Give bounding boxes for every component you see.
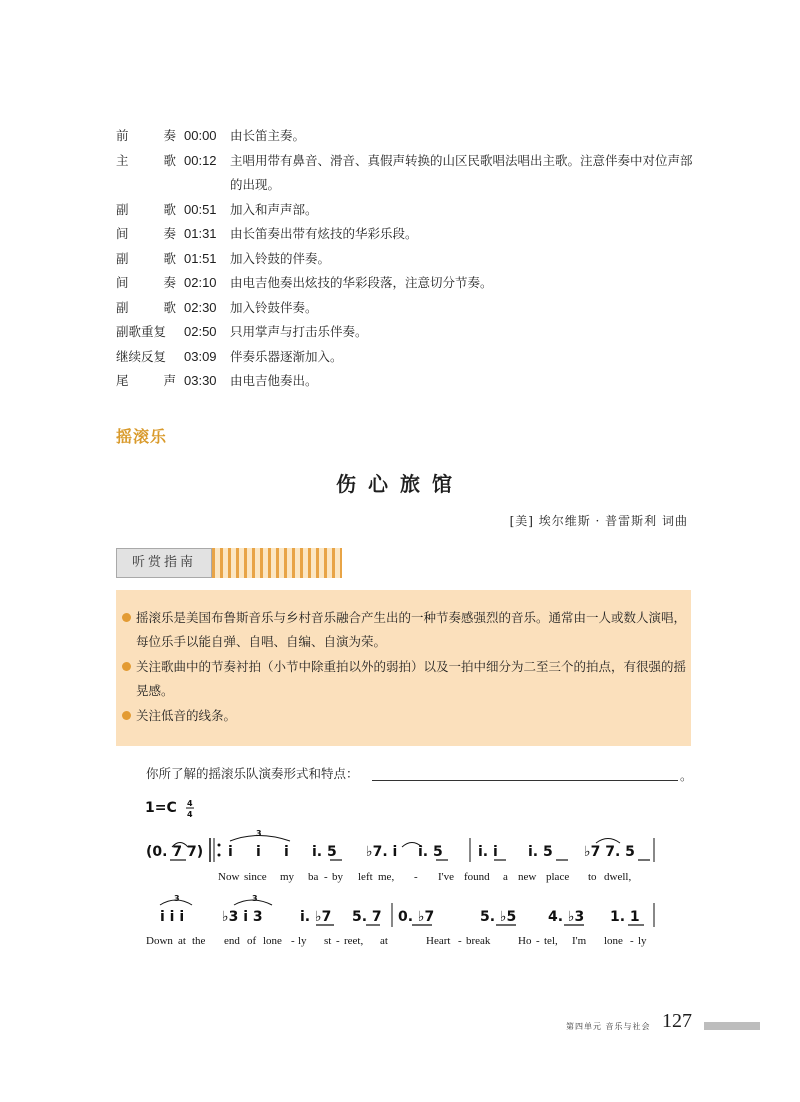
section-name: 副 歌 (116, 201, 176, 217)
svg-text:by: by (332, 871, 343, 883)
guide-bullet-text: 关注低音的线条。 (136, 708, 237, 723)
svg-text:3: 3 (174, 894, 180, 903)
footer-bar (704, 1022, 760, 1030)
question-end-punct: 。 (680, 768, 693, 783)
section-time: 00:51 (184, 201, 217, 217)
svg-text:♭3 i 3: ♭3 i 3 (222, 909, 263, 925)
time-signature-bottom: 4 (187, 810, 193, 819)
section-time: 01:31 (184, 226, 217, 241)
section-desc: 伴奏乐器逐渐加入。 (230, 348, 343, 364)
svg-text:-: - (291, 935, 295, 947)
svg-text:end: end (224, 935, 240, 947)
section-name: 继续反复 (116, 348, 167, 364)
svg-text:to: to (588, 871, 597, 883)
section-name: 副歌重复 (116, 324, 167, 339)
section-time: 02:10 (184, 275, 217, 290)
svg-text:of: of (247, 935, 257, 947)
svg-text:i. 5: i. 5 (418, 844, 443, 860)
time-signature-top: 4 (187, 799, 193, 808)
unit-label: 第四单元 音乐与社会 (566, 1022, 651, 1031)
score-line-1 (146, 829, 654, 862)
section-time: 03:30 (184, 373, 217, 388)
svg-text:lone: lone (604, 935, 623, 947)
guide-bullet-text: 关注歌曲中的节奏衬拍（小节中除重拍以外的弱拍）以及一拍中细分为二至三个的拍点，有很强的摇晃感。 (136, 659, 687, 698)
song-author: [美] 埃尔维斯 · 普雷斯利 词曲 (509, 514, 688, 528)
section-time: 02:30 (184, 299, 217, 315)
svg-text:a: a (503, 871, 508, 883)
svg-text:i i i: i i i (160, 909, 185, 925)
svg-text:the: the (192, 935, 206, 947)
svg-text:-: - (458, 935, 462, 947)
section-desc: 主唱用带有鼻音、滑音、真假声转换的山区民歌唱法唱出主歌。注意伴奏中对位声部的出现。 (230, 152, 693, 192)
genre-heading: 摇滚乐 (116, 427, 168, 446)
svg-text:since: since (244, 871, 267, 883)
lyrics-line-1 (218, 871, 631, 883)
svg-text:3: 3 (256, 829, 262, 838)
svg-text:0. ♭7: 0. ♭7 (398, 909, 435, 925)
svg-text:st: st (324, 935, 332, 947)
svg-text:ba: ba (308, 871, 319, 883)
section-name: 尾 声 (116, 373, 176, 388)
section-desc: 加入和声声部。 (230, 201, 318, 217)
svg-text:Heart: Heart (426, 935, 451, 947)
section-desc: 由电吉他奏出。 (230, 373, 318, 388)
svg-text:3: 3 (252, 894, 258, 903)
svg-text:lone: lone (263, 935, 282, 947)
section-name: 间 奏 (116, 226, 176, 241)
svg-text:I'm: I'm (572, 935, 587, 947)
svg-text:-: - (414, 871, 418, 883)
key-signature: 1=C (145, 800, 177, 816)
section-time: 00:12 (184, 152, 217, 168)
section-desc: 只用掌声与打击乐伴奏。 (230, 324, 368, 339)
svg-text:I've: I've (438, 871, 455, 883)
section-time: 00:00 (184, 128, 217, 143)
svg-text:found: found (464, 871, 490, 883)
svg-text:i: i (228, 844, 233, 860)
svg-text:tel,: tel, (544, 935, 558, 947)
section-time: 03:09 (184, 348, 217, 364)
section-name: 副 歌 (116, 299, 176, 315)
svg-text:i. 5: i. 5 (528, 844, 553, 860)
svg-text:i: i (256, 844, 261, 860)
svg-text:-: - (336, 935, 340, 947)
svg-text:reet,: reet, (344, 935, 364, 947)
svg-text:at: at (178, 935, 186, 947)
svg-text:-: - (536, 935, 540, 947)
svg-text:at: at (380, 935, 388, 947)
svg-text:Now: Now (218, 871, 240, 883)
svg-text:i: i (284, 844, 289, 860)
svg-text:♭7. i: ♭7. i (366, 844, 398, 860)
score-line-2 (160, 894, 654, 927)
svg-text:(0. 7 7): (0. 7 7) (146, 844, 204, 860)
lyrics-line-2 (146, 935, 647, 947)
svg-text:my: my (280, 871, 295, 883)
song-title: 伤心旅馆 (336, 472, 464, 496)
section-desc: 加入铃鼓的伴奏。 (230, 250, 331, 266)
svg-text:break: break (466, 935, 491, 947)
svg-text:ly: ly (638, 935, 647, 947)
svg-text:i. 5: i. 5 (312, 844, 337, 860)
section-desc: 由长笛主奏。 (230, 128, 306, 143)
svg-text:new: new (518, 871, 537, 883)
guide-bullet-text: 摇滚乐是美国布鲁斯音乐与乡村音乐融合产生出的一种节奏感强烈的音乐。通常由一人或数人演唱，每位乐手以能自弹、自唱、自编、自演为荣。 (136, 610, 687, 649)
question-prompt: 你所了解的摇滚乐队演奏形式和特点： (146, 766, 359, 781)
svg-text:Ho: Ho (518, 935, 532, 947)
svg-text:5. 7: 5. 7 (352, 909, 382, 925)
section-desc: 由电吉他奏出炫技的华彩段落，注意切分节奏。 (230, 275, 493, 290)
section-time: 02:50 (184, 324, 217, 339)
svg-text:-: - (324, 871, 328, 883)
svg-text:dwell,: dwell, (604, 871, 632, 883)
section-name: 前 奏 (116, 128, 176, 143)
svg-text:i. i: i. i (478, 844, 498, 860)
svg-text:place: place (546, 871, 570, 883)
svg-text:1. 1: 1. 1 (610, 909, 640, 925)
svg-text:5. ♭5: 5. ♭5 (480, 909, 517, 925)
svg-text:i. ♭7: i. ♭7 (300, 909, 332, 925)
section-name: 副 歌 (116, 250, 176, 266)
section-name: 间 奏 (116, 275, 176, 290)
svg-text:me,: me, (378, 871, 395, 883)
svg-text:-: - (630, 935, 634, 947)
section-desc: 由长笛奏出带有炫技的华彩乐段。 (230, 226, 418, 241)
svg-text:♭7 7. 5: ♭7 7. 5 (584, 844, 635, 860)
section-name: 主 歌 (116, 152, 176, 168)
svg-text:ly: ly (298, 935, 307, 947)
listening-guide-label: 听赏指南 (116, 548, 212, 578)
section-time: 01:51 (184, 250, 217, 266)
page-number: 127 (662, 1010, 692, 1032)
svg-text:left: left (358, 871, 373, 883)
svg-text:4. ♭3: 4. ♭3 (548, 909, 585, 925)
svg-text:Down: Down (146, 935, 173, 947)
section-desc: 加入铃鼓伴奏。 (230, 299, 318, 315)
